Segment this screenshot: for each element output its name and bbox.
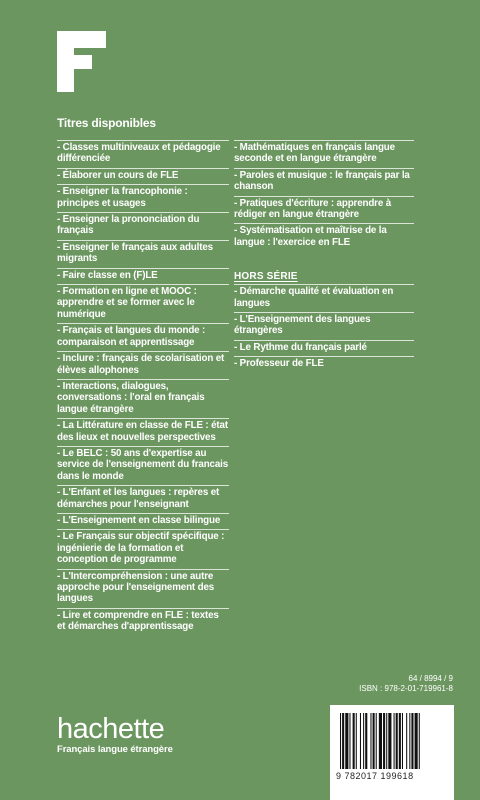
hors-serie-item: - L'Enseignement des langues étrangères bbox=[234, 312, 414, 340]
title-item: - L'Intercompréhension : une autre approche pour l'enseignement des langues bbox=[57, 569, 229, 608]
barcode-bar bbox=[399, 713, 401, 769]
hors-serie-heading: HORS SÉRIE bbox=[234, 271, 298, 283]
title-item: - Classes multiniveaux et pédagogie différenciée bbox=[57, 140, 229, 168]
title-item: - Lire et comprendre en FLE : textes et démarches d'apprentissage bbox=[57, 608, 229, 636]
barcode-bar bbox=[386, 713, 387, 769]
barcode-bar bbox=[345, 713, 348, 769]
barcode-bar bbox=[379, 713, 382, 769]
barcode-bar bbox=[365, 713, 367, 769]
barcode-bar bbox=[396, 713, 398, 769]
title-item: - La Littérature en classe de FLE : état des lieux et nouvelles perspectives bbox=[57, 418, 229, 446]
publisher-name: hachette bbox=[57, 713, 165, 745]
title-item: - Mathématiques en français langue seconde et en langue étrangère bbox=[234, 140, 414, 168]
barcode-bar bbox=[349, 713, 350, 769]
barcode-bar bbox=[342, 713, 344, 769]
publisher-brand bbox=[57, 715, 173, 755]
barcode-bar bbox=[340, 713, 341, 769]
barcode-bar bbox=[360, 713, 361, 769]
title-item: - L'Enseignement en classe bilingue bbox=[57, 513, 229, 529]
title-item: - Élaborer un cours de FLE bbox=[57, 168, 229, 184]
hors-serie-item: - Démarche qualité et évaluation en langues bbox=[234, 284, 414, 312]
barcode-bar bbox=[415, 713, 418, 769]
barcode-bar bbox=[383, 713, 385, 769]
title-item: - Enseigner la prononciation du français bbox=[57, 212, 229, 240]
title-item: - Paroles et musique : le français par la chanson bbox=[234, 168, 414, 196]
section-title: Titres disponibles bbox=[57, 116, 156, 130]
barcode-bar bbox=[411, 713, 413, 769]
title-item: - Faire classe en (F)LE bbox=[57, 268, 229, 284]
title-item: - Enseigner le français aux adultes migrants bbox=[57, 240, 229, 268]
title-item: - Pratiques d'écriture : apprendre à rédiger en langue étrangère bbox=[234, 196, 414, 224]
barcode-bar bbox=[406, 713, 407, 769]
barcode-bar bbox=[388, 713, 391, 769]
barcode-bar bbox=[409, 713, 410, 769]
barcode-bar bbox=[356, 713, 357, 769]
hors-serie-list bbox=[234, 284, 414, 372]
barcode-number: 9 782017 199618 bbox=[336, 771, 414, 781]
barcode bbox=[330, 705, 454, 800]
title-item: - Interactions, dialogues, conversations : l'oral en français langue étrangère bbox=[57, 379, 229, 418]
titles-list-left bbox=[57, 140, 229, 636]
title-item: - Le Français sur objectif spécifique : ingénierie de la formation et conception de programme bbox=[57, 529, 229, 568]
title-item: - Inclure : français de scolarisation et élèves allophones bbox=[57, 351, 229, 379]
product-code: 64 / 8994 / 9 bbox=[408, 674, 453, 683]
barcode-bar bbox=[373, 713, 375, 769]
title-item: - Enseigner la francophonie : principes et usages bbox=[57, 184, 229, 212]
barcode-bars bbox=[338, 713, 446, 771]
barcode-bar bbox=[402, 713, 403, 769]
hors-serie-item: - Professeur de FLE bbox=[234, 356, 414, 372]
title-item: - L'Enfant et les langues : repères et démarches pour l'enseignant bbox=[57, 485, 229, 513]
barcode-bar bbox=[394, 713, 395, 769]
hors-serie-item: - Le Rythme du français parlé bbox=[234, 340, 414, 356]
title-item: - Formation en ligne et MOOC : apprendre et se former avec le numérique bbox=[57, 284, 229, 323]
barcode-bar bbox=[370, 713, 371, 769]
collection-f-logo bbox=[57, 31, 106, 92]
title-item: - Systématisation et maîtrise de la langue : l'exercice en FLE bbox=[234, 223, 414, 251]
barcode-bar bbox=[353, 713, 355, 769]
title-item: - Français et langues du monde : comparaison et apprentissage bbox=[57, 323, 229, 351]
barcode-bar bbox=[419, 713, 420, 769]
isbn-label: ISBN : 978-2-01-719961-8 bbox=[359, 684, 453, 693]
barcode-bar bbox=[363, 713, 364, 769]
title-item: - Le BELC : 50 ans d'expertise au service de l'enseignement du francais dans le monde bbox=[57, 446, 229, 485]
product-codes bbox=[359, 674, 453, 694]
right-titles bbox=[234, 140, 414, 251]
titles-list-right bbox=[234, 140, 414, 373]
barcode-bar bbox=[376, 713, 377, 769]
publisher-subtitle: Français langue étrangère bbox=[57, 744, 173, 755]
